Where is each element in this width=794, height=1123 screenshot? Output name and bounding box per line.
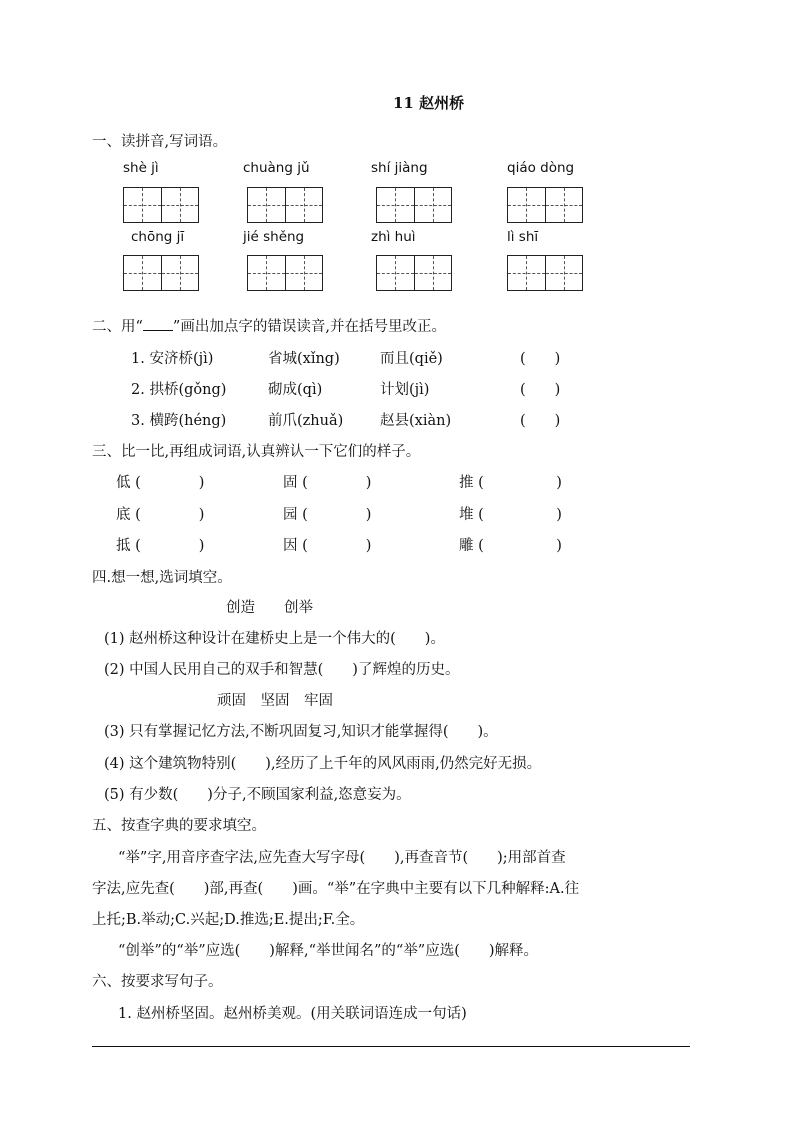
s3-item[interactable]: 低 ( ) (116, 475, 205, 491)
section-6-heading: 六、按要求写句子。 (92, 974, 223, 990)
pinyin-3: shí jiàng (371, 160, 428, 176)
s3-item[interactable]: 抵 ( ) (116, 538, 205, 554)
s3-item[interactable]: 园 ( ) (283, 507, 372, 523)
writing-grid[interactable] (247, 255, 323, 291)
answer-blank[interactable]: ( ) (520, 382, 561, 398)
underline-sample (143, 320, 173, 331)
writing-grid[interactable] (123, 255, 199, 291)
writing-grid[interactable] (376, 255, 452, 291)
s5-line-4[interactable]: “创举”的“举”应选( )解释,“举世闻名”的“举”应选( )解释。 (118, 943, 539, 959)
s2-item: 砌成(qì) (268, 382, 323, 398)
writing-grid[interactable] (247, 187, 323, 223)
s4-question-5[interactable]: (5) 有少数( )分子,不顾国家利益,恣意妄为。 (104, 787, 411, 803)
s3-item[interactable]: 雕 ( ) (459, 538, 562, 554)
pinyin-6: jié shěng (243, 229, 305, 245)
section-1-heading: 一、读拼音,写词语。 (92, 134, 228, 150)
heading-part: ”画出加点字的错误读音,并在括号里改正。 (172, 319, 446, 335)
s3-item[interactable]: 底 ( ) (116, 507, 205, 523)
pinyin-7: zhì huì (371, 229, 416, 245)
s2-item: 1. 安济桥(jì) (131, 351, 214, 367)
answer-blank[interactable]: ( ) (520, 413, 561, 429)
s5-line-3: 上托;B.举动;C.兴起;D.推选;E.提出;F.全。 (92, 912, 365, 928)
section-3-heading: 三、比一比,再组成词语,认真辨认一下它们的样子。 (92, 444, 421, 460)
word-bank-2: 顽固 坚固 牢固 (217, 693, 333, 709)
writing-grid[interactable] (507, 187, 583, 223)
pinyin-1: shè jì (123, 160, 159, 176)
s4-question-4[interactable]: (4) 这个建筑物特别( ),经历了上千年的风风雨雨,仍然完好无损。 (104, 756, 542, 772)
s2-item: 赵县(xiàn) (380, 413, 452, 429)
writing-grid[interactable] (376, 187, 452, 223)
writing-grid[interactable] (123, 187, 199, 223)
s2-item: 计划(jì) (380, 382, 430, 398)
pinyin-4: qiáo dòng (507, 160, 575, 176)
s2-item: 省城(xǐng) (268, 351, 340, 367)
pinyin-5: chōng jī (131, 229, 185, 245)
s5-line-2[interactable]: 字法,应先查( )部,再查( )画。“举”在字典中主要有以下几种解释:A.往 (92, 881, 580, 897)
s4-question-2[interactable]: (2) 中国人民用自己的双手和智慧( )了辉煌的历史。 (104, 662, 460, 678)
s2-item: 而且(qiě) (380, 351, 443, 367)
pinyin-2: chuàng jǔ (243, 160, 310, 176)
word-bank-1: 创造 创举 (226, 600, 313, 616)
s5-line-1[interactable]: “举”字,用音序查字法,应先查大写字母( ),再查音节( );用部首查 (118, 850, 566, 866)
section-4-heading: 四.想一想,选词填空。 (92, 570, 232, 586)
s4-question-1[interactable]: (1) 赵州桥这种设计在建桥史上是一个伟大的( )。 (104, 631, 445, 647)
pinyin-8: lì shī (507, 229, 539, 245)
section-2-heading (92, 315, 446, 336)
s2-item: 前爪(zhuǎ) (268, 413, 344, 429)
heading-part: 二、用“ (92, 319, 143, 335)
s2-item: 3. 横跨(héng) (131, 413, 227, 429)
writing-grid[interactable] (507, 255, 583, 291)
page-title: 11 赵州桥 (393, 94, 465, 112)
s3-item[interactable]: 推 ( ) (459, 475, 562, 491)
answer-line[interactable] (92, 1046, 690, 1047)
s3-item[interactable]: 因 ( ) (283, 538, 372, 554)
s4-question-3[interactable]: (3) 只有掌握记忆方法,不断巩固复习,知识才能掌握得( )。 (104, 724, 498, 740)
s3-item[interactable]: 堆 ( ) (459, 507, 562, 523)
s6-question-1: 1. 赵州桥坚固。赵州桥美观。(用关联词语连成一句话) (118, 1006, 467, 1022)
section-5-heading: 五、按查字典的要求填空。 (92, 818, 266, 834)
s3-item[interactable]: 固 ( ) (283, 475, 372, 491)
answer-blank[interactable]: ( ) (520, 351, 561, 367)
s2-item: 2. 拱桥(gǒng) (131, 382, 227, 398)
